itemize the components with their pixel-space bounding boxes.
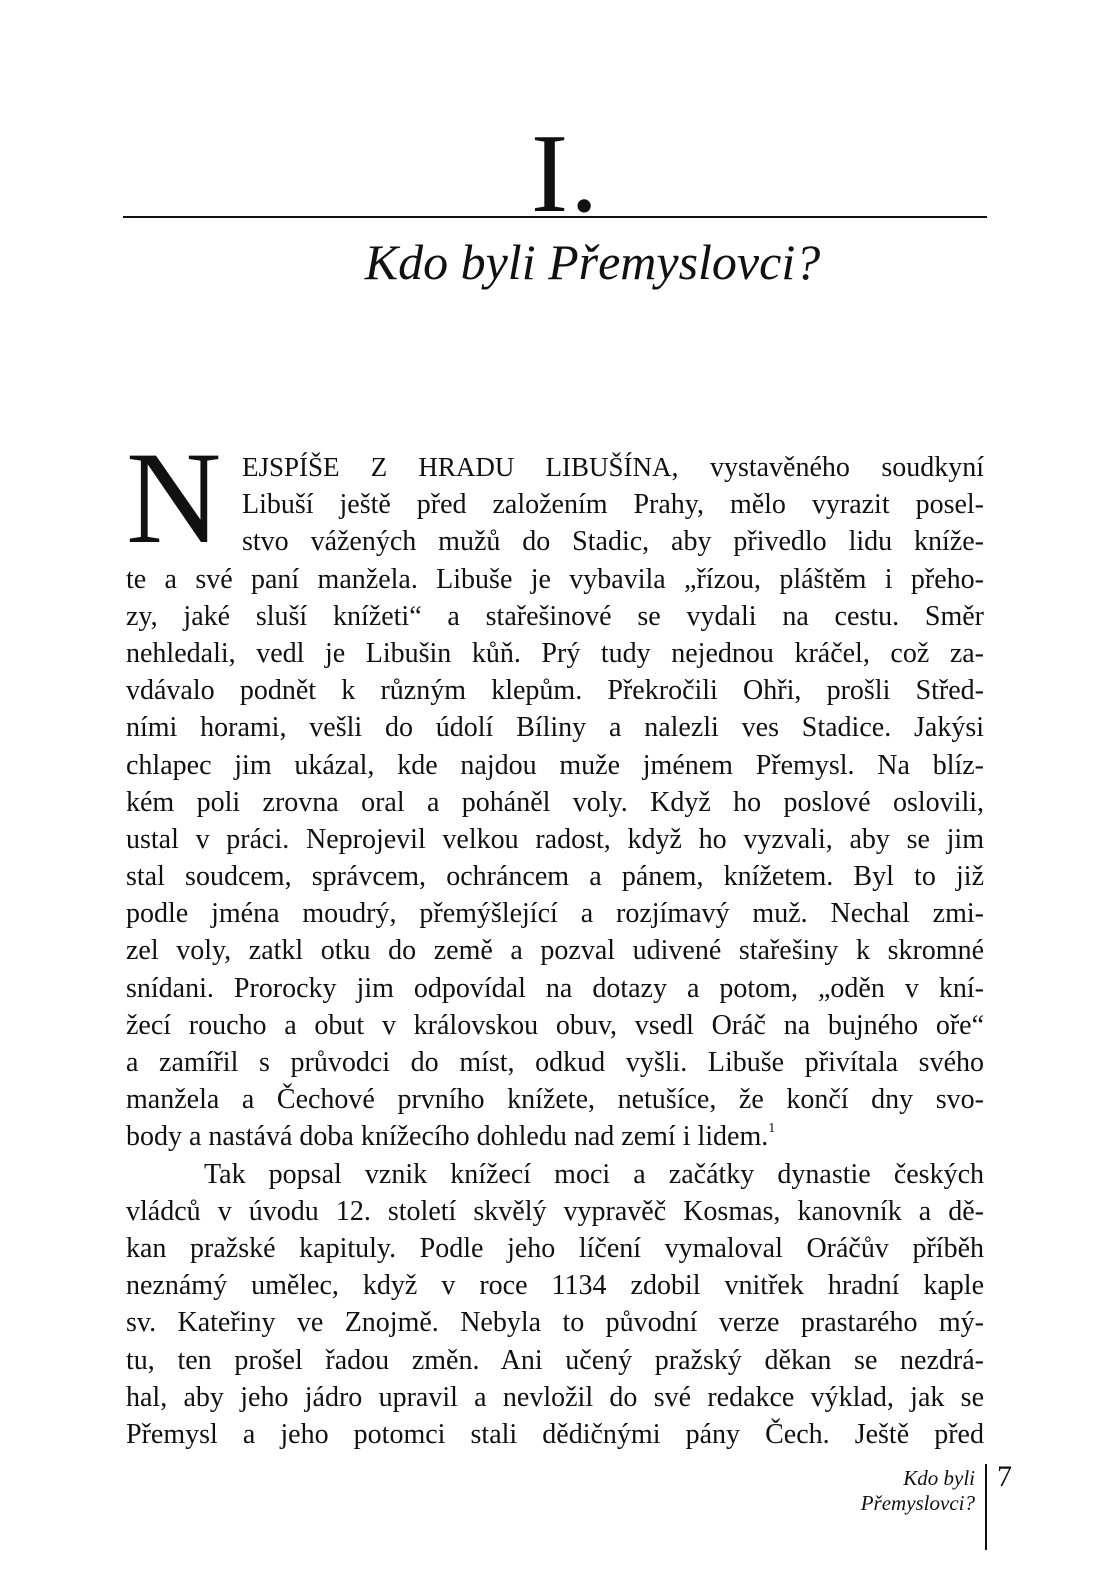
- text-line: sv. Kateřiny ve Znojmě. Nebyla to původní verze prastarého mý-: [126, 1307, 984, 1339]
- text-line: Libuší ještě před založením Prahy, mělo vyrazit posel-: [242, 489, 984, 521]
- running-title-line: Přemyslovci?: [860, 1491, 975, 1515]
- footer-divider: [985, 1464, 987, 1550]
- text-line: Přemysl a jeho potomci stali dědičnými pány Čech. Ještě před: [126, 1418, 984, 1450]
- text-line: zy, jaké sluší knížeti“ a stařešinové se vydali na cestu. Směr: [126, 600, 984, 632]
- text-line-fragment: body a nastává doba knížecího dohledu nad zemí i lidem.: [126, 1121, 769, 1153]
- text-line: stal soudcem, správcem, ochráncem a pánem, knížetem. Byl to již: [126, 861, 984, 893]
- lead-in-smallcaps: EJSPÍŠE Z HRADU LIBUŠÍNA: [242, 452, 672, 482]
- text-line: neznámý umělec, když v roce 1134 zdobil vnitřek hradní kaple: [126, 1270, 984, 1302]
- chapter-divider: [123, 216, 987, 218]
- text-line: te a své paní manžela. Libuše je vybavila „řízou, pláštěm i přeho-: [126, 563, 984, 595]
- text-line: kan pražské kapituly. Podle jeho líčení vymaloval Oráčův příběh: [126, 1232, 984, 1264]
- chapter-number: I.: [530, 112, 601, 236]
- text-line: vdávalo podnět k různým klepům. Překročili Ohři, prošli Střed-: [126, 675, 984, 707]
- page-number: 7: [997, 1460, 1012, 1493]
- text-line: manžela a Čechové prvního knížete, netušíce, že končí dny svo-: [126, 1084, 984, 1116]
- text-line: vládců v úvodu 12. století skvělý vypravěč Kosmas, kanovník a dě-: [126, 1195, 984, 1227]
- text-line: podle jména moudrý, přemýšlející a rozjímavý muž. Nechal zmi-: [126, 898, 984, 930]
- running-footer: [861, 1466, 975, 1516]
- footnote-marker: 1: [768, 1121, 776, 1137]
- text-line: snídani. Prorocky jim odpovídal na dotazy a potom, „oděn v kní-: [126, 972, 984, 1004]
- text-line: tu, ten prošel řadou změn. Ani učený pražský děkan se nezdrá-: [126, 1344, 984, 1376]
- text-line-fragment: , vystavěného soudkyní: [671, 452, 984, 483]
- text-line: a zamířil s průvodci do míst, odkud vyšli. Libuše přivítala svého: [126, 1047, 984, 1078]
- chapter-title: Kdo byli Přemyslovci?: [364, 234, 821, 290]
- drop-cap: N: [126, 424, 222, 571]
- text-line: zel voly, zatkl otku do země a pozval udivené stařešiny k skromné: [126, 935, 984, 967]
- text-line: [126, 1118, 984, 1155]
- text-line: kém poli zrovna oral a poháněl voly. Když ho poslové oslovili,: [126, 786, 984, 818]
- text-line: ustal v práci. Neprojevil velkou radost, když ho vyzvali, aby se jim: [126, 823, 984, 855]
- body-text: [126, 449, 984, 1453]
- text-line: stvo vážených mužů do Stadic, aby přivedlo lidu kníže-: [242, 526, 984, 558]
- text-line: chlapec jim ukázal, kde najdou muže jménem Přemysl. Na blíz-: [126, 749, 984, 781]
- text-line: ními horami, vešli do údolí Bíliny a nalezli ves Stadice. Jakýsi: [126, 712, 984, 744]
- running-title-line: Kdo byli: [903, 1466, 975, 1490]
- text-line: [242, 449, 984, 486]
- text-line: Tak popsal vznik knížecí moci a začátky dynastie českých: [204, 1158, 984, 1190]
- text-line: hal, aby jeho jádro upravil a nevložil do své redakce výklad, jak se: [126, 1381, 984, 1413]
- text-line: nehledali, vedl je Libušin kůň. Prý tudy nejednou kráčel, což za-: [126, 637, 984, 669]
- text-line: žecí roucho a obut v královskou obuv, vsedl Oráč na bujného oře“: [126, 1009, 984, 1041]
